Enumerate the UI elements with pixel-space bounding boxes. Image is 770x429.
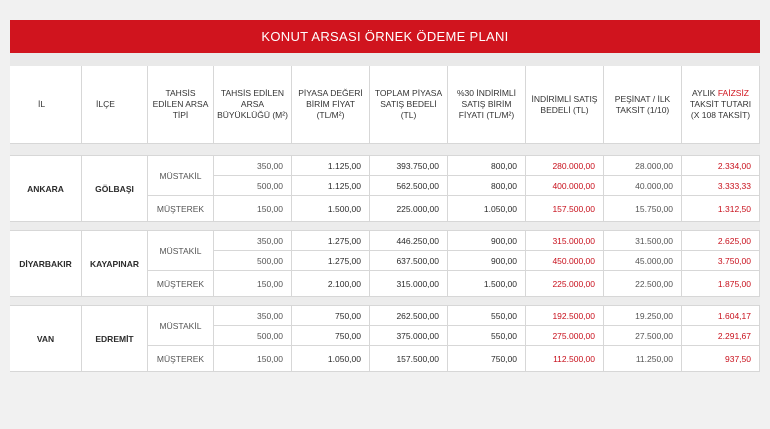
- cell-value: 275.000,00: [526, 326, 604, 346]
- table-row: [10, 306, 760, 326]
- cell-value: 637.500,00: [370, 251, 448, 271]
- cell-value: 562.500,00: [370, 176, 448, 196]
- cell-value: 800,00: [448, 156, 526, 176]
- cell-value: 225.000,00: [526, 271, 604, 297]
- cell-tip-mustakil: MÜSTAKİL: [148, 306, 214, 346]
- cell-value: 225.000,00: [370, 196, 448, 222]
- cell-value: 315.000,00: [526, 231, 604, 251]
- group-spacer-cell: [10, 144, 760, 156]
- group-spacer: [10, 297, 760, 306]
- cell-value: 2.334,00: [682, 156, 760, 176]
- header-row: [10, 66, 760, 144]
- cell-value: 550,00: [448, 306, 526, 326]
- header-indirimli-bedel: İNDİRİMLİ SATIŞ BEDELİ (TL): [526, 66, 604, 144]
- cell-value: 1.125,00: [292, 176, 370, 196]
- cell-value: 900,00: [448, 231, 526, 251]
- cell-value: 3.750,00: [682, 251, 760, 271]
- cell-ilce: EDREMİT: [82, 306, 148, 372]
- cell-value: 400.000,00: [526, 176, 604, 196]
- cell-value: 1.604,17: [682, 306, 760, 326]
- cell-value: 350,00: [214, 231, 292, 251]
- cell-value: 280.000,00: [526, 156, 604, 176]
- plan-body: [10, 144, 760, 372]
- cell-value: 3.333,33: [682, 176, 760, 196]
- cell-value: 150,00: [214, 271, 292, 297]
- cell-value: 350,00: [214, 306, 292, 326]
- cell-value: 157.500,00: [526, 196, 604, 222]
- cell-value: 750,00: [292, 326, 370, 346]
- cell-value: 2.625,00: [682, 231, 760, 251]
- cell-value: 393.750,00: [370, 156, 448, 176]
- cell-value: 1.875,00: [682, 271, 760, 297]
- cell-value: 550,00: [448, 326, 526, 346]
- cell-ilce: KAYAPINAR: [82, 231, 148, 297]
- header-aylik-taksit: [682, 66, 760, 144]
- cell-value: 500,00: [214, 251, 292, 271]
- cell-value: 500,00: [214, 176, 292, 196]
- cell-value: 40.000,00: [604, 176, 682, 196]
- group-spacer-cell: [10, 222, 760, 231]
- cell-value: 45.000,00: [604, 251, 682, 271]
- cell-value: 1.275,00: [292, 251, 370, 271]
- header-aylik-post: TAKSİT TUTARI (X 108 TAKSİT): [689, 99, 752, 120]
- cell-value: 192.500,00: [526, 306, 604, 326]
- cell-value: 1.050,00: [292, 346, 370, 372]
- cell-value: 19.250,00: [604, 306, 682, 326]
- cell-il: VAN: [10, 306, 82, 372]
- cell-tip-musterek: MÜŞTEREK: [148, 196, 214, 222]
- table-row: [10, 231, 760, 251]
- cell-value: 750,00: [292, 306, 370, 326]
- cell-il: ANKARA: [10, 156, 82, 222]
- cell-value: 150,00: [214, 196, 292, 222]
- cell-value: 1.050,00: [448, 196, 526, 222]
- group-spacer: [10, 144, 760, 156]
- cell-value: 262.500,00: [370, 306, 448, 326]
- header-aylik-pre: AYLIK: [691, 88, 716, 98]
- cell-value: 1.500,00: [448, 271, 526, 297]
- group-spacer: [10, 222, 760, 231]
- cell-value: 500,00: [214, 326, 292, 346]
- cell-value: 112.500,00: [526, 346, 604, 372]
- header-toplam-bedel: TOPLAM PİYASA SATIŞ BEDELİ (TL): [370, 66, 448, 144]
- cell-ilce: GÖLBAŞI: [82, 156, 148, 222]
- header-aylik-faizsiz: FAİZSİZ: [717, 88, 749, 98]
- cell-value: 150,00: [214, 346, 292, 372]
- header-il: İL: [10, 66, 82, 144]
- cell-value: 22.500,00: [604, 271, 682, 297]
- cell-value: 315.000,00: [370, 271, 448, 297]
- cell-value: 157.500,00: [370, 346, 448, 372]
- cell-value: 446.250,00: [370, 231, 448, 251]
- cell-value: 2.100,00: [292, 271, 370, 297]
- cell-value: 800,00: [448, 176, 526, 196]
- cell-tip-musterek: MÜŞTEREK: [148, 271, 214, 297]
- cell-tip-mustakil: MÜSTAKİL: [148, 231, 214, 271]
- cell-value: 27.500,00: [604, 326, 682, 346]
- cell-value: 31.500,00: [604, 231, 682, 251]
- cell-value: 1.275,00: [292, 231, 370, 251]
- table-row: [10, 156, 760, 176]
- cell-value: 2.291,67: [682, 326, 760, 346]
- cell-value: 375.000,00: [370, 326, 448, 346]
- group-spacer-cell: [10, 297, 760, 306]
- cell-value: 15.750,00: [604, 196, 682, 222]
- cell-value: 450.000,00: [526, 251, 604, 271]
- header-indirimli-birim: %30 İNDİRİMLİ SATIŞ BİRİM FİYATI (TL/M²): [448, 66, 526, 144]
- cell-value: 1.312,50: [682, 196, 760, 222]
- cell-tip-mustakil: MÜSTAKİL: [148, 156, 214, 196]
- cell-tip-musterek: MÜŞTEREK: [148, 346, 214, 372]
- page-title: KONUT ARSASI ÖRNEK ÖDEME PLANI: [10, 20, 760, 53]
- title-gap: [10, 53, 760, 66]
- header-buyukluk: TAHSİS EDİLEN ARSA BÜYÜKLÜĞÜ (M²): [214, 66, 292, 144]
- cell-value: 350,00: [214, 156, 292, 176]
- cell-value: 1.500,00: [292, 196, 370, 222]
- cell-il: DİYARBAKIR: [10, 231, 82, 297]
- cell-value: 750,00: [448, 346, 526, 372]
- cell-value: 11.250,00: [604, 346, 682, 372]
- payment-plan-table: [10, 66, 760, 372]
- cell-value: 937,50: [682, 346, 760, 372]
- header-birim-fiyat: PİYASA DEĞERİ BİRİM FİYAT (TL/M²): [292, 66, 370, 144]
- header-ilce: İLÇE: [82, 66, 148, 144]
- cell-value: 1.125,00: [292, 156, 370, 176]
- cell-value: 28.000,00: [604, 156, 682, 176]
- cell-value: 900,00: [448, 251, 526, 271]
- header-tip: TAHSİS EDİLEN ARSA TİPİ: [148, 66, 214, 144]
- header-pesinat: PEŞİNAT / İLK TAKSİT (1/10): [604, 66, 682, 144]
